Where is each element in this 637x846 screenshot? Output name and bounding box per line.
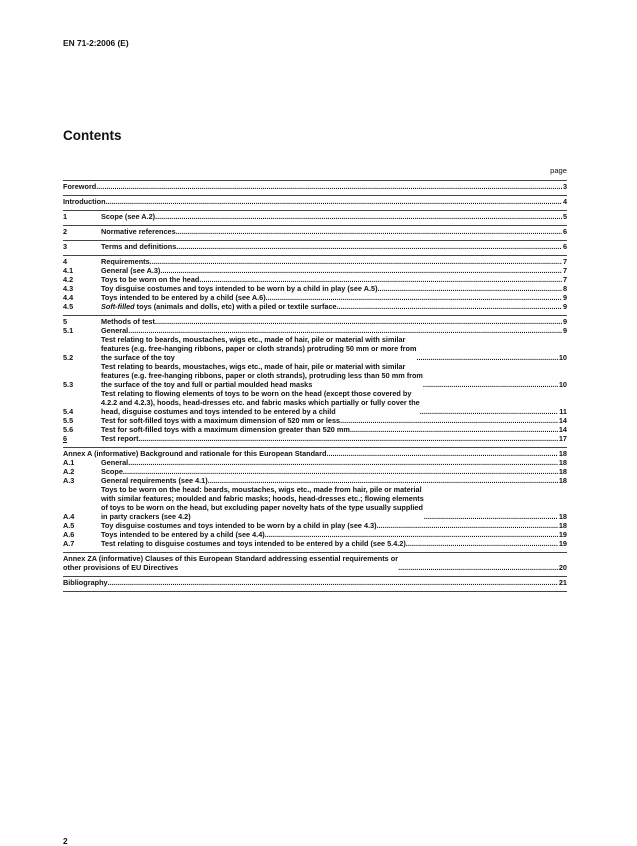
dot-leader <box>150 257 562 266</box>
toc-entry-title: Annex A (informative) Background and rationale for this European Standard <box>63 449 327 458</box>
toc-entry-page: 18 <box>558 476 567 485</box>
toc-entry-number: 4.4 <box>63 293 74 302</box>
toc-entry-number: 5.3 <box>63 380 74 389</box>
dot-leader <box>160 266 562 275</box>
toc-entry-page: 18 <box>558 512 567 521</box>
toc-entry-number: 5.4 <box>63 407 74 416</box>
toc-entry-title: Test for soft-filled toys with a maximum dimension greater than 520 mm <box>101 425 350 434</box>
toc-entry-title: Toys intended to be entered by a child (see A.6) <box>101 293 266 302</box>
toc-entry-page: 7 <box>562 266 567 275</box>
toc-entry-number: 5.2 <box>63 353 74 362</box>
dot-leader <box>108 578 558 587</box>
dot-leader <box>265 530 558 539</box>
toc-entry-number: A.1 <box>63 458 75 467</box>
toc-entry-title: Methods of test <box>101 317 155 326</box>
toc-entry-title: General <box>101 458 129 467</box>
toc-entry-number: 5.5 <box>63 416 74 425</box>
toc-entry-number: 4.3 <box>63 284 74 293</box>
toc-entry-title: Test relating to beards, moustaches, wigs etc., made of hair, pile or material with similar features (e.g. free-hanging ribbons, paper or cloth strands) protruding 50 mm or more from the surface of the toy <box>101 335 417 362</box>
toc-section <box>63 240 567 255</box>
toc-entry-number: A.7 <box>63 539 75 548</box>
dot-leader <box>337 302 562 311</box>
toc-entry-title: Toys intended to be entered by a child (see 4.4) <box>101 530 265 539</box>
toc-entry[interactable] <box>63 554 567 572</box>
toc-section <box>63 255 567 315</box>
toc-entry-page: 9 <box>562 293 567 302</box>
page-title: Contents <box>63 128 122 143</box>
toc-entry-page: 14 <box>558 416 567 425</box>
toc-entry-title: Toy disguise costumes and toys intended to be worn by a child in play (see 4.3) <box>101 521 377 530</box>
dot-leader <box>106 197 562 206</box>
toc-entry-page: 18 <box>558 521 567 530</box>
page-column-label: page <box>550 166 567 175</box>
toc-entry[interactable] <box>63 197 567 206</box>
toc-entry-page: 5 <box>562 212 567 221</box>
dot-leader <box>420 407 559 416</box>
toc-entry[interactable] <box>63 485 567 521</box>
toc-entry-page: 7 <box>562 257 567 266</box>
dot-leader <box>416 353 557 362</box>
toc-entry-page: 14 <box>558 425 567 434</box>
toc-entry-title: Soft-filled toys (animals and dolls, etc) with a piled or textile surface <box>101 302 337 311</box>
toc-entry-title: General (see A.3) <box>101 266 161 275</box>
toc-entry-title: Requirements <box>101 257 150 266</box>
toc-entry-title: Terms and definitions <box>101 242 177 251</box>
toc-entry-title: Foreword <box>63 182 97 191</box>
toc-entry-number: 6 <box>63 434 68 443</box>
dot-leader <box>406 539 558 548</box>
toc-entry-title: Test relating to flowing elements of toys to be worn on the head (except those covered by 4.2.2 and 4.2.3), hoods, head-dresses etc. and fabric masks which partially or fully cover the head, disguise costumes and toys intended to be entered by a child <box>101 389 420 416</box>
toc-entry-number: 4 <box>63 257 68 266</box>
toc-section <box>63 552 567 576</box>
dot-leader <box>398 563 558 572</box>
toc-section <box>63 447 567 552</box>
toc-entry[interactable] <box>63 416 567 425</box>
table-of-contents <box>63 180 567 592</box>
toc-entry-page: 7 <box>562 275 567 284</box>
dot-leader <box>208 476 558 485</box>
toc-entry-number: 1 <box>63 212 68 221</box>
toc-entry-number: 3 <box>63 242 68 251</box>
dot-leader <box>155 212 562 221</box>
toc-entry[interactable] <box>63 449 567 458</box>
toc-entry[interactable] <box>63 317 567 326</box>
toc-entry[interactable] <box>63 257 567 266</box>
toc-entry-page: 9 <box>562 317 567 326</box>
toc-entry[interactable] <box>63 362 567 389</box>
toc-entry[interactable] <box>63 467 567 476</box>
toc-entry-page: 19 <box>558 530 567 539</box>
toc-entry[interactable] <box>63 182 567 191</box>
toc-entry[interactable] <box>63 458 567 467</box>
toc-entry-page: 18 <box>558 458 567 467</box>
dot-leader <box>123 467 558 476</box>
toc-entry-number: A.5 <box>63 521 75 530</box>
toc-entry[interactable] <box>63 326 567 335</box>
dot-leader <box>176 227 562 236</box>
dot-leader <box>139 434 558 443</box>
toc-entry-number: 2 <box>63 227 68 236</box>
document-id-header: EN 71-2:2006 (E) <box>63 38 129 48</box>
toc-entry-title: Toys to be worn on the head: beards, moustaches, wigs etc., made from hair, pile or material with similar features; moulded and fabric masks; hoods, head-dresses etc.; flowing elements of toys to be worn on the head, but excluding paper novelty hats of the type usually supplied in party crackers (see 4.2) <box>101 485 424 521</box>
toc-entry[interactable] <box>63 476 567 485</box>
toc-entry-title: Scope <box>101 467 123 476</box>
toc-entry[interactable] <box>63 242 567 251</box>
toc-entry-number: 5 <box>63 317 68 326</box>
toc-section <box>63 180 567 195</box>
toc-entry-page: 18 <box>558 467 567 476</box>
toc-entry[interactable] <box>63 539 567 548</box>
dot-leader <box>423 380 558 389</box>
dot-leader <box>155 317 562 326</box>
page-number: 2 <box>63 836 68 846</box>
toc-entry-title: Normative references <box>101 227 176 236</box>
dot-leader <box>326 449 557 458</box>
toc-entry-title: Annex ZA (informative) Clauses of this European Standard addressing essential requirements or other provisions of EU Directives <box>63 554 399 572</box>
toc-entry-number: A.3 <box>63 476 75 485</box>
toc-entry-page: 4 <box>562 197 567 206</box>
toc-entry-page: 11 <box>559 407 567 416</box>
toc-entry-title: Introduction <box>63 197 106 206</box>
toc-entry-title: Test for soft-filled toys with a maximum dimension of 520 mm or less <box>101 416 341 425</box>
toc-entry-number: 4.2 <box>63 275 74 284</box>
toc-section <box>63 210 567 225</box>
toc-section <box>63 315 567 447</box>
toc-entry-title: General <box>101 326 129 335</box>
toc-entry-page: 17 <box>558 434 567 443</box>
dot-leader <box>128 458 558 467</box>
toc-entry-page: 9 <box>562 302 567 311</box>
toc-entry-title: Test relating to beards, moustaches, wigs etc., made of hair, pile or material with similar features (e.g. free-hanging ribbons, paper or cloth strands), protruding less than 50 mm from the surface of the toy and full or partial moulded head masks <box>101 362 423 389</box>
toc-entry[interactable] <box>63 284 567 293</box>
dot-leader <box>128 326 562 335</box>
toc-entry[interactable] <box>63 578 567 587</box>
toc-section <box>63 195 567 210</box>
toc-entry[interactable] <box>63 335 567 362</box>
dot-leader <box>378 284 562 293</box>
toc-entry-page: 18 <box>558 449 567 458</box>
toc-entry-number: 5.6 <box>63 425 74 434</box>
dot-leader <box>377 521 558 530</box>
toc-entry[interactable] <box>63 302 567 311</box>
toc-entry[interactable] <box>63 389 567 416</box>
toc-entry-title: Toy disguise costumes and toys intended to be worn by a child in play (see A.5) <box>101 284 378 293</box>
toc-entry-title: General requirements (see 4.1) <box>101 476 208 485</box>
toc-entry[interactable] <box>63 227 567 236</box>
toc-entry-number: 5.1 <box>63 326 74 335</box>
toc-entry[interactable] <box>63 530 567 539</box>
toc-entry-title: Toys to be worn on the head <box>101 275 200 284</box>
dot-leader <box>176 242 562 251</box>
toc-entry[interactable] <box>63 266 567 275</box>
toc-entry-page: 8 <box>562 284 567 293</box>
toc-entry-number: A.4 <box>63 512 75 521</box>
toc-section <box>63 225 567 240</box>
toc-entry-page: 10 <box>558 380 567 389</box>
toc-entry[interactable] <box>63 275 567 284</box>
toc-entry-title: Test report <box>101 434 139 443</box>
dot-leader <box>199 275 562 284</box>
dot-leader <box>340 416 558 425</box>
toc-entry[interactable] <box>63 293 567 302</box>
toc-entry-page: 10 <box>558 353 567 362</box>
toc-entry-title: Scope (see A.2) <box>101 212 156 221</box>
toc-entry-title: Bibliography <box>63 578 108 587</box>
dot-leader <box>424 512 558 521</box>
toc-entry-page: 3 <box>562 182 567 191</box>
dot-leader <box>96 182 562 191</box>
toc-entry-number: 4.5 <box>63 302 74 311</box>
toc-entry[interactable] <box>63 521 567 530</box>
toc-entry[interactable] <box>63 434 567 443</box>
toc-entry-title: Test relating to disguise costumes and toys intended to be entered by a child (see 5.4.2) <box>101 539 406 548</box>
dot-leader <box>350 425 558 434</box>
toc-entry[interactable] <box>63 212 567 221</box>
toc-entry-page: 6 <box>562 242 567 251</box>
toc-entry-number: A.2 <box>63 467 75 476</box>
toc-entry-page: 19 <box>558 539 567 548</box>
toc-entry-page: 6 <box>562 227 567 236</box>
dot-leader <box>266 293 562 302</box>
toc-section <box>63 576 567 592</box>
toc-entry-page: 20 <box>558 563 567 572</box>
toc-entry[interactable] <box>63 425 567 434</box>
toc-entry-number: A.6 <box>63 530 75 539</box>
toc-entry-number: 4.1 <box>63 266 74 275</box>
toc-entry-page: 21 <box>558 578 567 587</box>
toc-entry-page: 9 <box>562 326 567 335</box>
